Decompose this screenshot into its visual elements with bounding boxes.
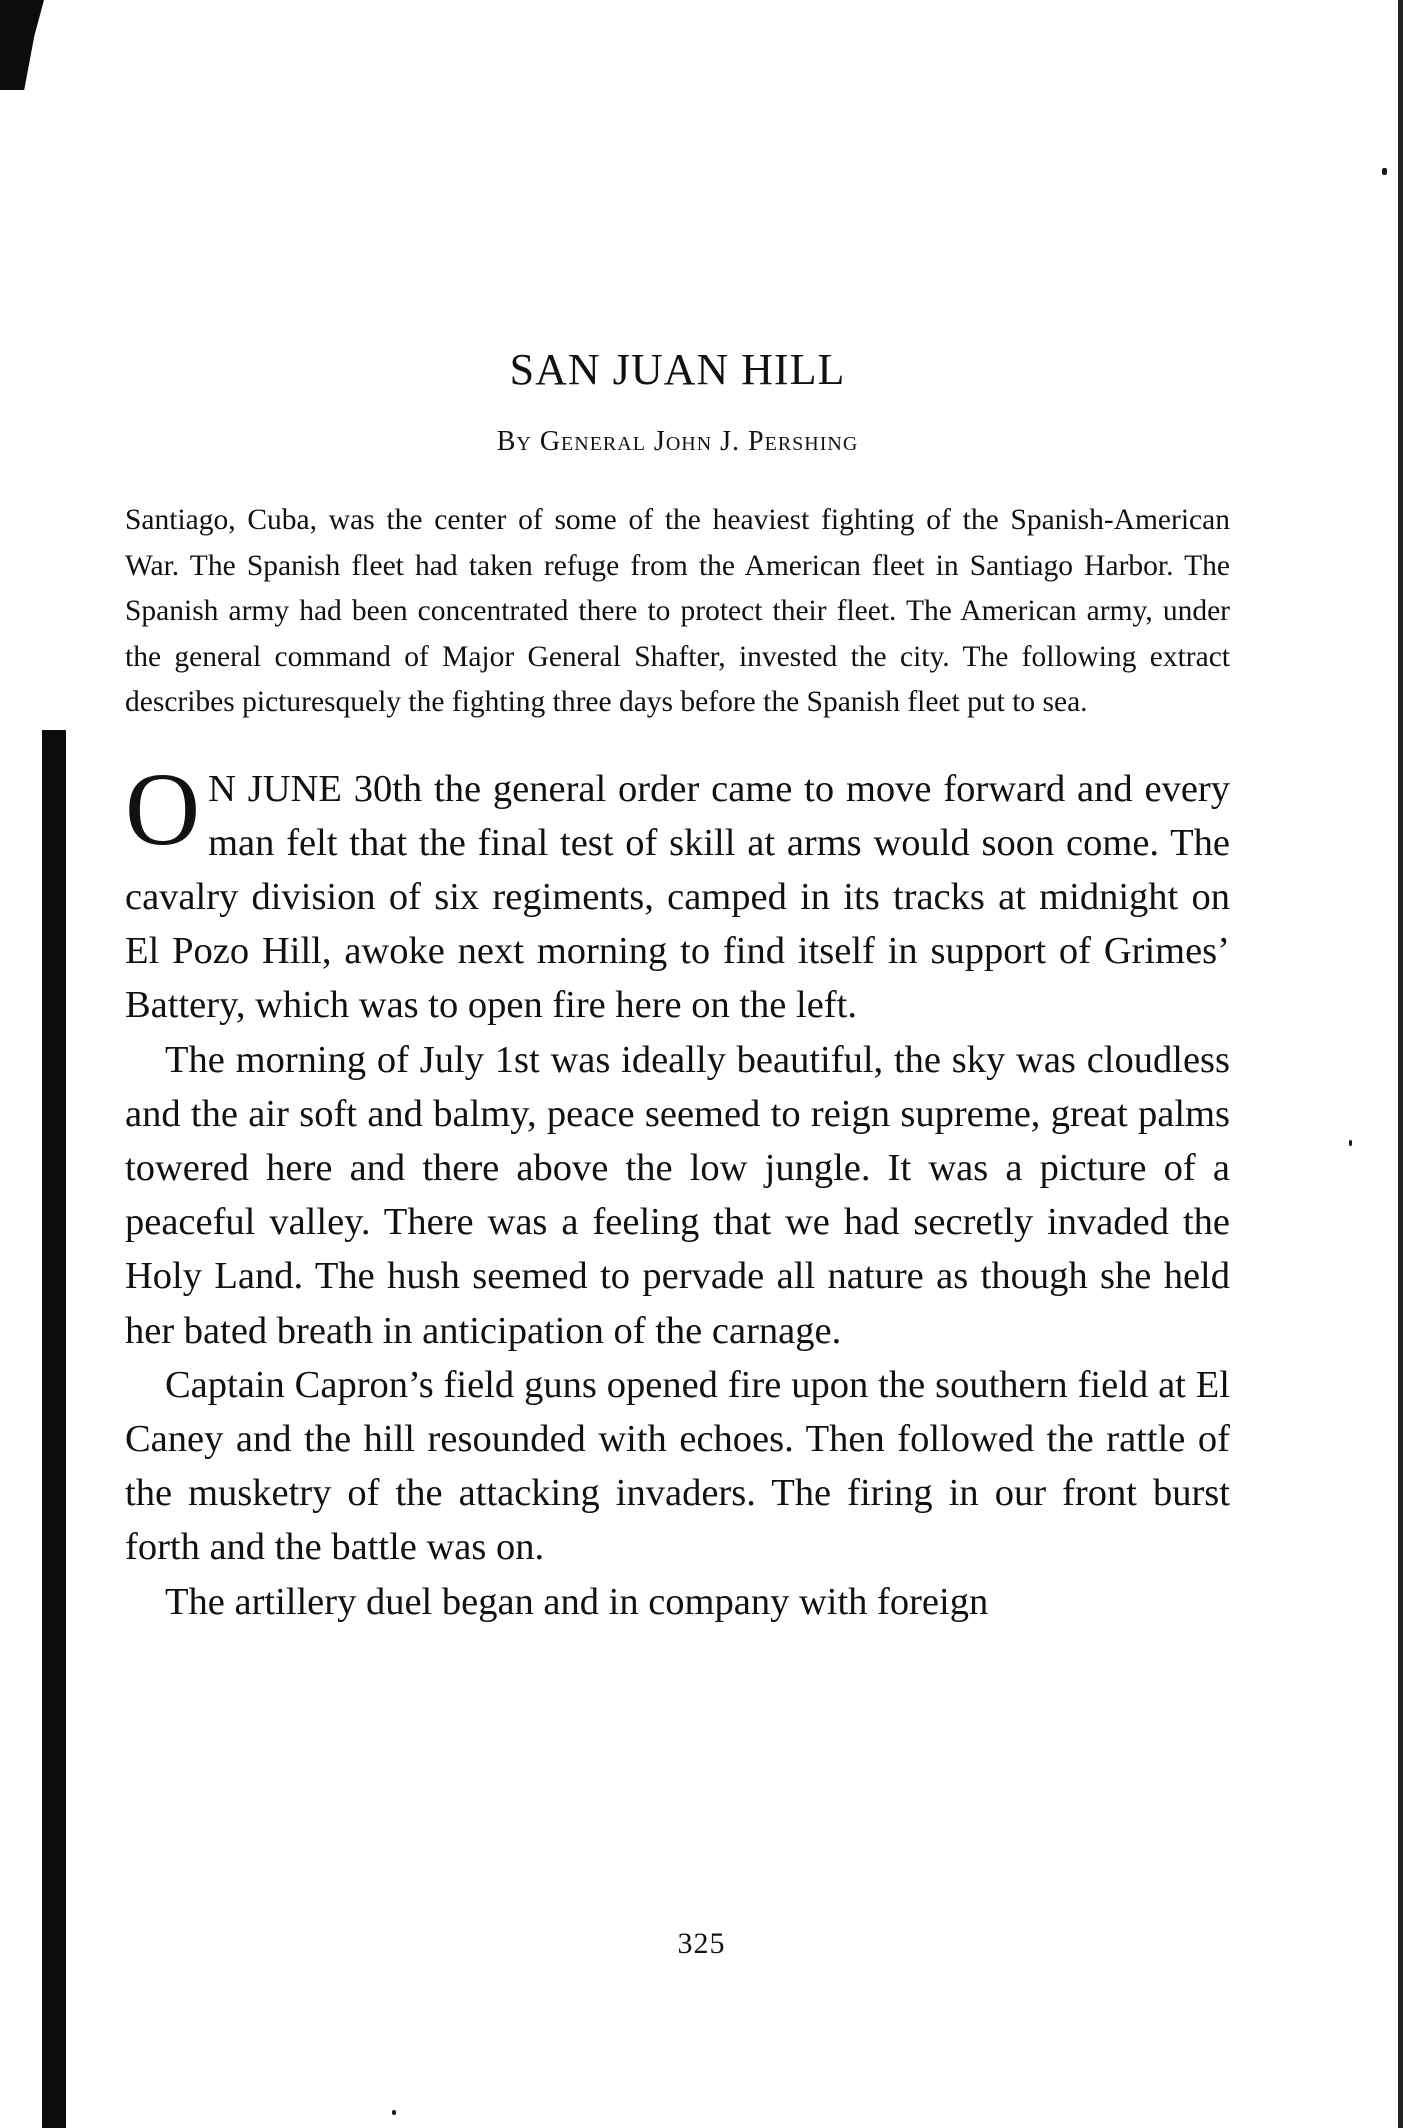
body-paragraph-3: Captain Capron’s field guns opened fire upon the southern field at El Caney and the hill resounded with echoes. Then followed the rattle of the musketry of the attacking invaders. The firing in our front burst forth and the battle was on. [125, 1363, 1230, 1569]
scan-speck [1382, 168, 1387, 175]
scan-shadow-right-margin [1398, 0, 1403, 2128]
body-paragraph-4: The artillery duel began and in company with foreign [165, 1580, 989, 1623]
editorial-introduction: Santiago, Cuba, was the center of some of the heaviest fighting of the Spanish-American War. The Spanish fleet had taken refuge from the American fleet in Santiago Harbor. The Spanish army had been concentrated there to protect their fleet. The American army, under the general command of Major General Shafter, invested the city. The following extract describes picturesquely the fighting three days before the Spanish fleet put to sea. [125, 504, 1230, 718]
scan-speck [392, 2110, 396, 2115]
body-paragraph-1 [125, 751, 1230, 1033]
book-page [125, 340, 1230, 1629]
body-paragraph-2: The morning of July 1st was ideally beautiful, the sky was cloudless and the air soft and balmy, peace seemed to reign supreme, great palms towered here and there above the low jungle. It was a picture of a peaceful valley. There was a feeling that we had secretly invaded the Holy Land. The hush seemed to pervade all nature as though she held her bated breath in anticipation of the carnage. [125, 1038, 1230, 1352]
page-number: 325 [677, 1927, 726, 1960]
scan-shadow-top-left [0, 0, 44, 90]
chapter-title: SAN JUAN HILL [509, 345, 846, 394]
paragraph-1-text: N JUNE 30th the general order came to move forward and every man felt that the final test of skill at arms would soon come. The cavalry division of six regiments, camped in its tracks at midnight on El Pozo Hill, awoke next morning to find itself in support of Grimes’ Battery, which was to open fire here on the left. [125, 767, 1230, 1027]
drop-cap: O [125, 751, 201, 867]
article-body [125, 751, 1230, 1629]
author-byline: By General John J. Pershing [496, 426, 859, 457]
scan-speck [1349, 1140, 1352, 1146]
scan-shadow-left-margin [42, 730, 66, 2128]
